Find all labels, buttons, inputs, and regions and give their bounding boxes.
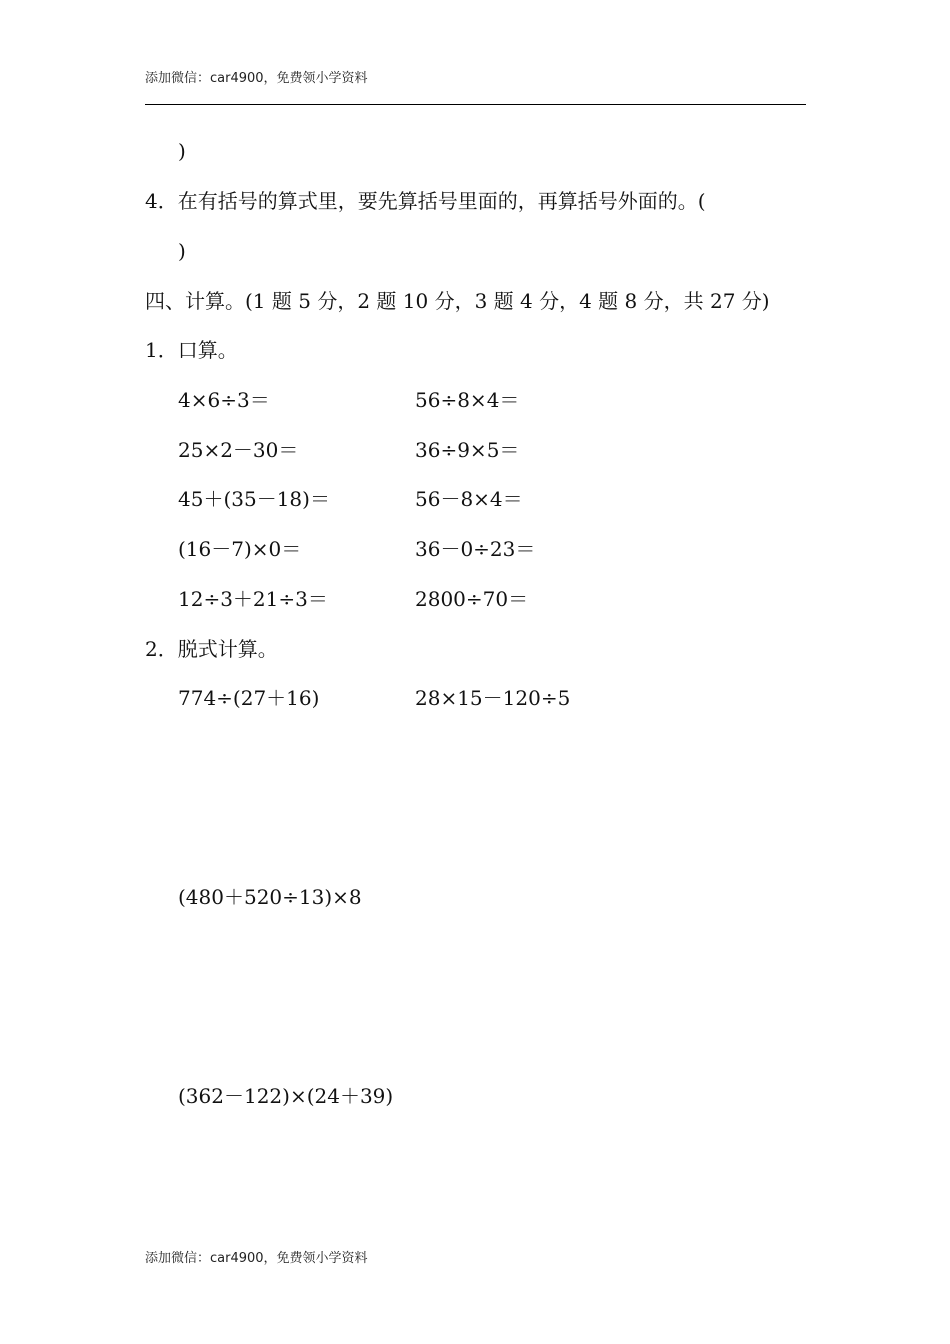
oral-problem: 56÷8×4＝ [415, 388, 520, 412]
stepwise-problem: 774÷(27＋16) [178, 686, 320, 710]
oral-problem: 2800÷70＝ [415, 587, 529, 611]
stepwise-problem: 28×15－120÷5 [415, 686, 571, 710]
question-4-text: 4．在有括号的算式里，要先算括号里面的，再算括号外面的。( [145, 189, 706, 213]
oral-problem: 36÷9×5＝ [415, 438, 520, 462]
oral-calculation-title: 1．口算。 [145, 338, 238, 362]
oral-problem: 25×2－30＝ [178, 438, 299, 462]
oral-problem: 56－8×4＝ [415, 487, 523, 511]
stepwise-problem: (480＋520÷13)×8 [178, 885, 362, 909]
question-4-continuation: ) [178, 239, 186, 263]
header-watermark: 添加微信：car4900，免费领小学资料 [145, 71, 368, 86]
footer-watermark: 添加微信：car4900，免费领小学资料 [145, 1251, 368, 1266]
question-3-continuation: ) [178, 139, 186, 163]
stepwise-calculation-title: 2．脱式计算。 [145, 637, 278, 661]
stepwise-problem: (362－122)×(24＋39) [178, 1084, 394, 1108]
oral-problem: 36－0÷23＝ [415, 537, 536, 561]
oral-problem: 4×6÷3＝ [178, 388, 270, 412]
header-rule [145, 104, 806, 105]
oral-problem: 12÷3＋21÷3＝ [178, 587, 328, 611]
oral-problem: 45＋(35－18)＝ [178, 487, 330, 511]
oral-problem: (16－7)×0＝ [178, 537, 302, 561]
section-4-title: 四、计算。(1 题 5 分，2 题 10 分，3 题 4 分，4 题 8 分，共 27 分) [145, 289, 770, 313]
